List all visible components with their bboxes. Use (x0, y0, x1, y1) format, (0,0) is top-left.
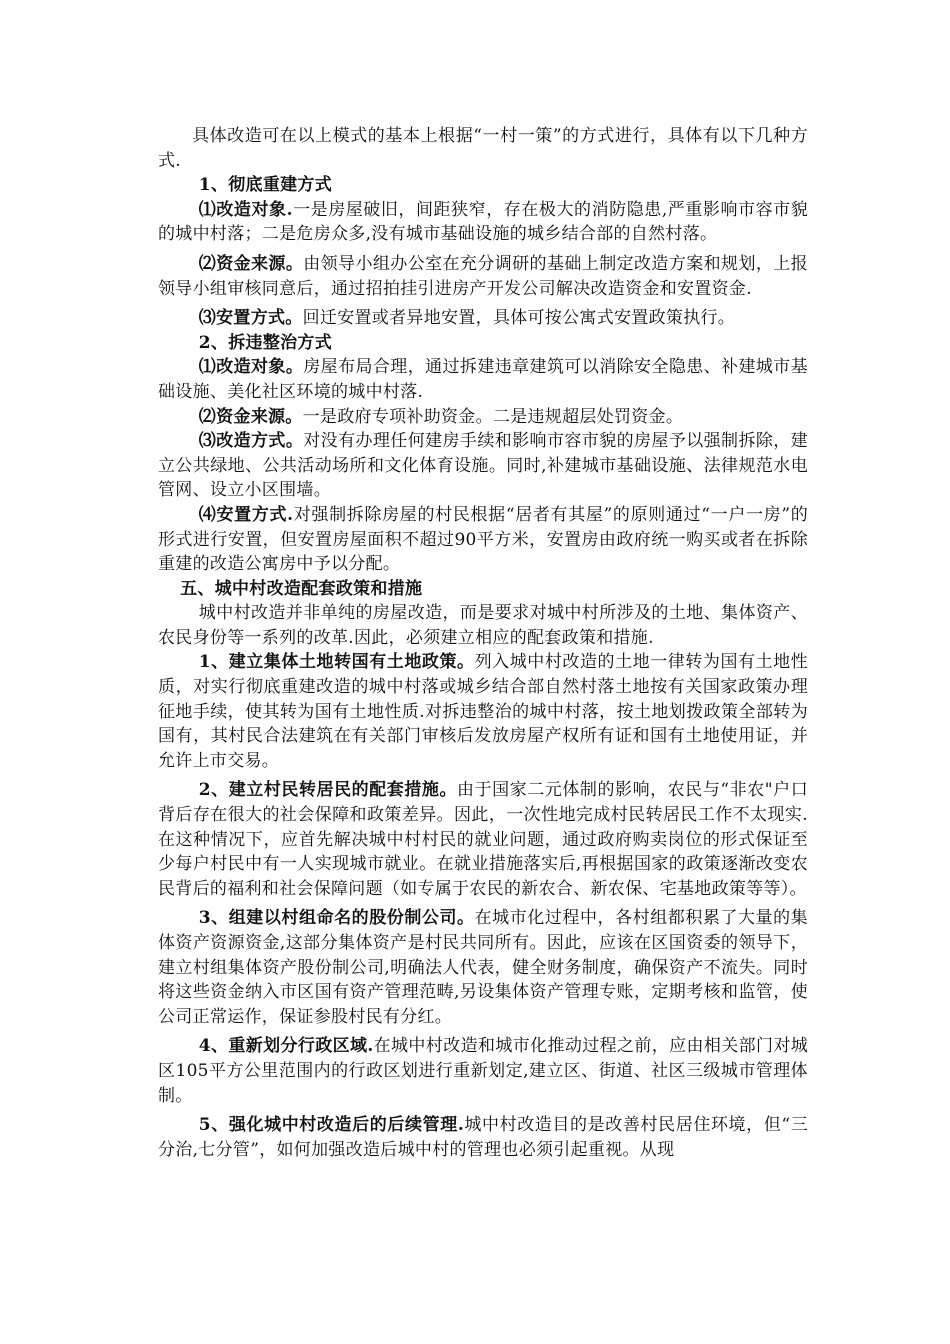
paragraph-section-five-intro (158, 601, 808, 650)
paragraph-text: 一是政府专项补助资金。二是违规超层处罚资金。 (302, 406, 684, 427)
paragraph-rebuild-target (158, 198, 808, 247)
paragraph-lead: 5、强化城中村改造后的后续管理. (198, 1115, 465, 1136)
paragraph-text: 具体改造可在以上模式的基本上根据“一村一策”的方式进行，具体有以下几种方式. (158, 126, 808, 171)
heading-demolish: 2、拆违整治方式 (198, 332, 333, 353)
paragraph-resident-measures (158, 778, 808, 901)
paragraph-lead: ⑵资金来源。 (198, 406, 303, 427)
heading-section-five: 五、城中村改造配套政策和措施 (180, 578, 423, 599)
paragraph-demolish-funding (158, 405, 808, 430)
paragraph-text: 回迁安置或者异地安置，具体可按公寓式安置政策执行。 (302, 308, 736, 329)
paragraph-lead: 1、建立集体土地转国有土地政策。 (198, 652, 475, 673)
paragraph-lead: 2、建立村民转居民的配套措施。 (198, 780, 458, 801)
paragraph-text: 房屋布局合理，通过拆建违章建筑可以消除安全隐患、补建城市基础设施、美化社区环境的城中村落. (158, 357, 808, 402)
heading-rebuild: 1、彻底重建方式 (198, 175, 333, 196)
paragraph-text: 对没有办理任何建房手续和影响市容市貌的房屋予以强制拆除，建立公共绿地、公共活动场所和文化体育设施。同时,补建城市基础设施、法律规范水电管网、设立小区围墙。 (158, 431, 808, 501)
paragraph-lead: ⑴改造对象。 (198, 357, 304, 378)
paragraph-land-policy (158, 650, 808, 773)
paragraph-lead: 3、组建以村组命名的股份制公司。 (198, 908, 475, 929)
paragraph-text: 一是房屋破旧，间距狭窄，存在极大的消防隐患,严重影响市容市貌的城中村落；二是危房众多,没有城市基础设施的城乡结合部的自然村落。 (158, 199, 808, 245)
paragraph-lead: 4、重新划分行政区域. (198, 1036, 374, 1057)
paragraph-lead: ⑷安置方式. (198, 504, 294, 525)
paragraph-demolish-target (158, 355, 808, 404)
paragraph-text: 由于国家二元体制的影响，农民与“非农"户口背后存在很大的社会保障和政策差异。因此，一次性地完成村民转居民工作不太现实.在这种情况下，应首先解决城中村村民的就业问题，通过政府购卖岗位的形式保证至少每户村民中有一人实现城市就业。在就业措施落实后,再根据国家的政策逐渐改变农民背后的福利和社会保障问题（如专属于农民的新农合、新农保、宅基地政策等等）。 (158, 780, 809, 899)
paragraph-lead: ⑴改造对象. (198, 199, 293, 220)
document-page (158, 124, 808, 1162)
paragraph-demolish-method (158, 429, 808, 503)
paragraph-text: 在城市化过程中，各村组都积累了大量的集体资产资源资金,这部分集体资产是村民共同所有。因此，应该在区国资委的领导下，建立村组集体资产股份制公司,明确法人代表，健全财务制度，确保资产不流失。同时将这些资金纳入市区国有资产管理范畴,另设集体资产管理专账，定期考核和监管，使公司正常运作，保证参股村民有分红。 (158, 908, 808, 1027)
paragraph-text: 由领导小组办公室在充分调研的基础上制定改造方案和规划，上报领导小组审核同意后，通过招拍挂引进房产开发公司解决改造资金和安置资金. (158, 253, 808, 299)
paragraph-administrative-division (158, 1034, 808, 1108)
paragraph-lead: ⑶安置方式。 (198, 308, 303, 329)
paragraph-lead: ⑶改造方式。 (198, 431, 304, 452)
paragraph-text: 对强制拆除房屋的村民根据“居者有其屋”的原则通过“一户一房”的形式进行安置，但安置房屋面积不超过90平方米，安置房由政府统一购买或者在拆除重建的改造公寓房中予以分配。 (158, 504, 809, 575)
paragraph-text: 列入城中村改造的土地一律转为国有土地性质，对实行彻底重建改造的城中村落或城乡结合部自然村落土地按有关国家政策办理征地手续，使其转为国有土地性质.对拆违整治的城中村落，按土地划拨政策全部转为国有，其村民合法建筑在有关部门审核后发放房屋产权所有证和国有土地使用证，并允许上市交易。 (158, 652, 808, 771)
paragraph-rebuild-resettle (158, 306, 808, 331)
paragraph-text: 在城中村改造和城市化推动过程之前，应由相关部门对城区105平方公里范围内的行政区划进行重新划定,建立区、街道、社区三级城市管理体制。 (158, 1036, 809, 1106)
paragraph-follow-up-management (158, 1113, 808, 1162)
paragraph-text: 城中村改造目的是改善村民居住环境，但“三分治,七分管”，如何加强改造后城中村的管理也必须引起重视。从现 (158, 1115, 808, 1160)
paragraph-demolish-resettle (158, 503, 808, 577)
paragraph-shareholding-company (158, 906, 808, 1029)
paragraph-lead: ⑵资金来源。 (198, 253, 304, 274)
paragraph-text: 城中村改造并非单纯的房屋改造，而是要求对城中村所涉及的土地、集体资产、农民身份等一系列的改革.因此，必须建立相应的配套政策和措施. (158, 603, 808, 648)
paragraph-intro (158, 124, 808, 173)
paragraph-rebuild-funding (158, 252, 808, 301)
